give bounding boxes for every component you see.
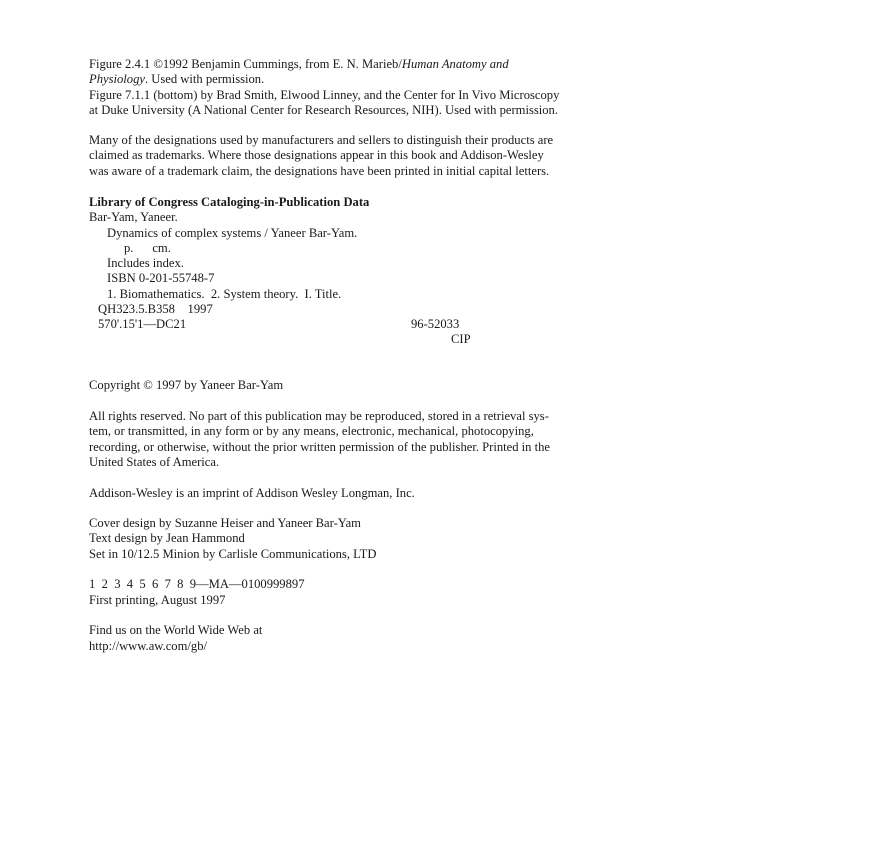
cip-author: Bar-Yam, Yaneer. (89, 210, 178, 224)
first-printing: First printing, August 1997 (89, 593, 226, 607)
trademark-line: Many of the designations used by manufacturers and sellers to distinguish their products are (89, 133, 554, 147)
figure-7-1-1-credit-cont: at Duke University (A National Center for Research Resources, NIH). Used with permission. (89, 103, 558, 117)
cip-label: CIP (451, 332, 471, 346)
cip-heading (89, 195, 369, 210)
cip-isbn: ISBN 0-201-55748-7 (107, 271, 215, 285)
book-title-part-1: Human Anatomy and (401, 57, 509, 71)
figure-2-4-1-credit (89, 57, 509, 72)
rights-line: All rights reserved. No part of this publication may be reproduced, stored in a retrieval sys- (89, 409, 549, 423)
imprint-line: Addison-Wesley is an imprint of Addison Wesley Longman, Inc. (89, 486, 415, 500)
copyright-line: Copyright © 1997 by Yaneer Bar-Yam (89, 378, 284, 392)
cip-title: Dynamics of complex systems / Yaneer Bar-Yam. (107, 226, 358, 240)
web-url: http://www.aw.com/gb/ (89, 639, 207, 653)
text-design: Text design by Jean Hammond (89, 531, 245, 545)
rights-line: tem, or transmitted, in any form or by any means, electronic, mechanical, photocopying, (89, 424, 534, 438)
figure-2-4-1-text: Figure 2.4.1 ©1992 Benjamin Cummings, from E. N. Marieb/ (89, 57, 402, 71)
rights-line: recording, or otherwise, without the prior written permission of the publisher. Printed in the (89, 440, 550, 454)
cip-call-number: QH323.5.B358 1997 (98, 302, 213, 316)
cover-design: Cover design by Suzanne Heiser and Yaneer Bar-Yam (89, 516, 361, 530)
cip-dewey: 570'.15'1—DC21 (98, 317, 187, 331)
figure-7-1-1-credit: Figure 7.1.1 (bottom) by Brad Smith, Elwood Linney, and the Center for In Vivo Microscopy (89, 88, 560, 102)
cip-heading-text: Library of Congress Cataloging-in-Publication Data (89, 195, 370, 209)
permission-text: . Used with permission. (144, 72, 265, 86)
figure-2-4-1-credit-cont (89, 72, 264, 87)
trademark-line: was aware of a trademark claim, the designations have been printed in initial capital letters. (89, 164, 550, 178)
cip-pages: p. cm. (124, 241, 171, 255)
cip-subjects: 1. Biomathematics. 2. System theory. I. Title. (107, 287, 342, 301)
typeset-credit: Set in 10/12.5 Minion by Carlisle Communications, LTD (89, 547, 377, 561)
trademark-line: claimed as trademarks. Where those designations appear in this book and Addison-Wesley (89, 148, 544, 162)
book-title-part-2: Physiology (89, 72, 145, 86)
cip-index: Includes index. (107, 256, 184, 270)
printing-line: 1 2 3 4 5 6 7 8 9—MA—0100999897 (89, 577, 305, 591)
web-label: Find us on the World Wide Web at (89, 623, 263, 637)
cip-lccn: 96-52033 (411, 317, 460, 331)
rights-line: United States of America. (89, 455, 220, 469)
